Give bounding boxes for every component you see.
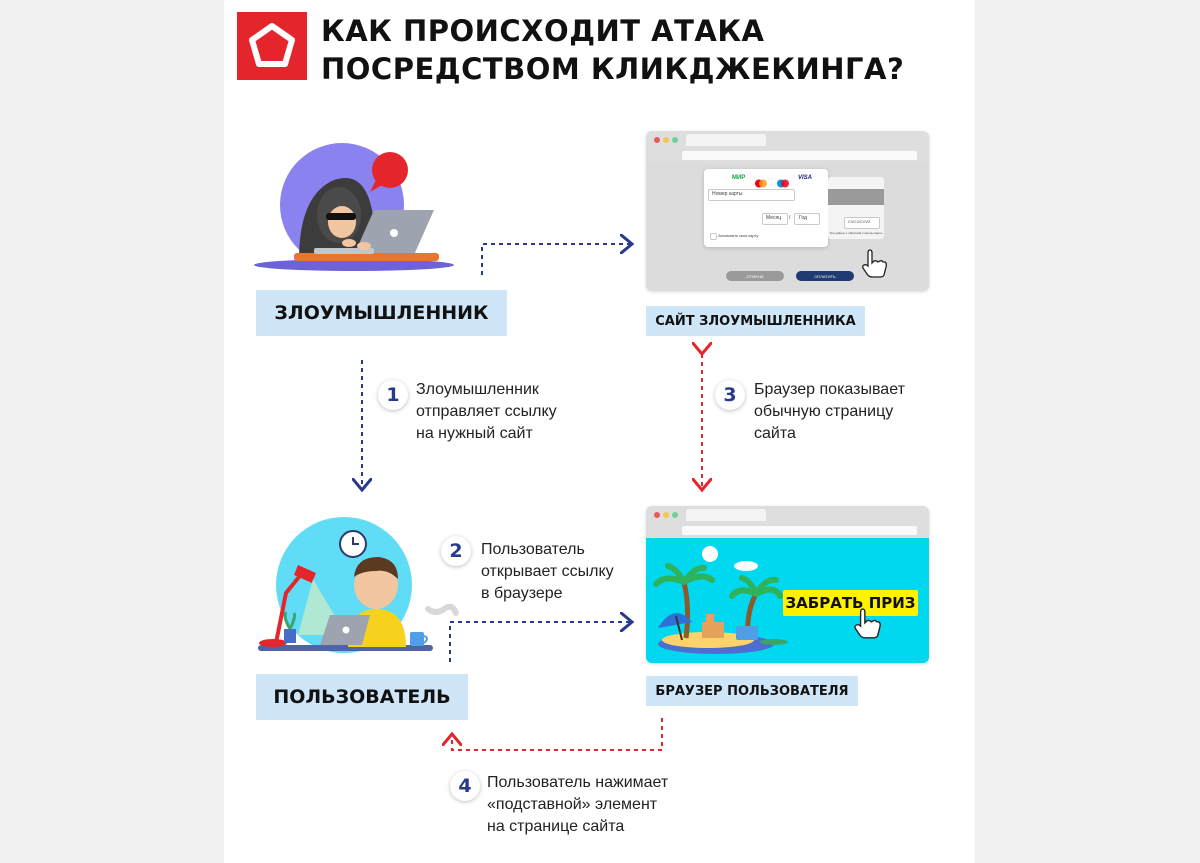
month-placeholder: Месяц (766, 215, 782, 221)
user-browser-label: БРАУЗЕР ПОЛЬЗОВАТЕЛЯ (646, 676, 858, 706)
arrow-attacker-to-site (482, 244, 632, 275)
attacker-site-label: САЙТ ЗЛОУМЫШЛЕННИКА (646, 306, 865, 336)
flow-arrows (224, 0, 975, 863)
brand-visa: VISA (798, 175, 813, 181)
date-separator: / (789, 215, 791, 221)
cvc-hint: Три цифры с обратной стороны карты (829, 231, 883, 235)
step-2-number: 2 (441, 536, 471, 566)
user-label: ПОЛЬЗОВАТЕЛЬ (256, 674, 468, 720)
attacker-label: ЗЛОУМЫШЛЕННИК (256, 290, 507, 336)
step-1-text: Злоумышленник отправляет ссылку на нужный сайт (416, 381, 557, 442)
cancel-button[interactable]: ОТМЕНА (726, 271, 784, 281)
step-1-number: 1 (378, 380, 408, 410)
step-3-text: Браузер показывает обычную страницу сайта (754, 381, 905, 442)
infographic-canvas (224, 0, 975, 863)
arrow-browser-to-user (452, 718, 662, 750)
remember-label: Запомнить мою карту (718, 233, 759, 238)
brand-mir: МИР (732, 175, 746, 181)
title-line-2: ПОСРЕДСТВОМ КЛИКДЖЕКИНГА? (321, 52, 905, 86)
cvc-placeholder: CVC2/CVV2 (848, 219, 871, 224)
card-number-placeholder: Номер карты (712, 191, 743, 197)
step-4-number: 4 (450, 771, 480, 801)
arrow-user-to-browser (450, 622, 632, 662)
claim-prize-button[interactable]: ЗАБРАТЬ ПРИЗ (783, 590, 918, 616)
year-placeholder: Год (799, 215, 807, 221)
title-line-1: КАК ПРОИСХОДИТ АТАКА (321, 14, 765, 48)
pay-button[interactable]: ОПЛАТИТЬ (796, 271, 854, 281)
step-4-text: Пользователь нажимает «подставной» элемент на странице сайта (487, 774, 669, 835)
step-2-text: Пользователь открывает ссылку в браузере (481, 541, 614, 602)
step-3-number: 3 (715, 380, 745, 410)
